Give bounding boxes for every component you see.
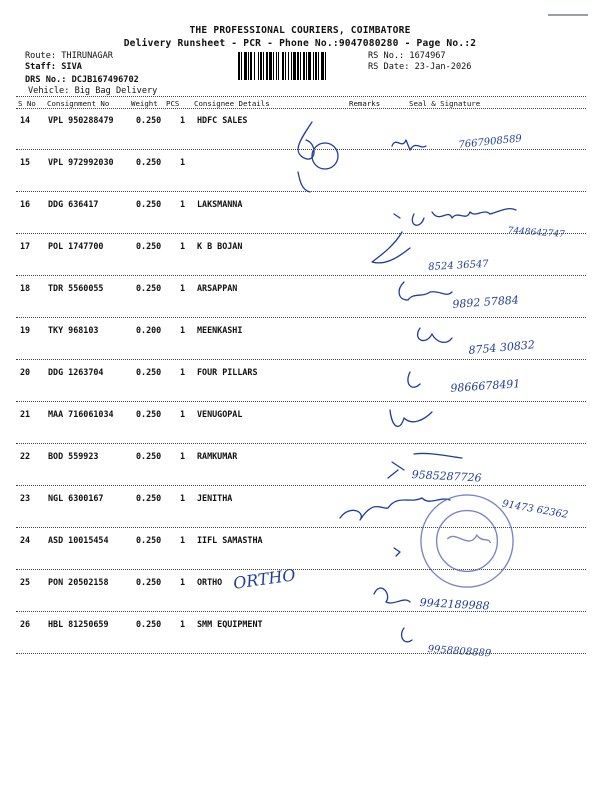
row-sno: 24 (20, 535, 31, 545)
row-separator (16, 317, 586, 318)
col-consignee: Consignee Details (194, 99, 270, 108)
barcode-bar (313, 52, 314, 80)
row-separator (16, 611, 586, 612)
row-consignee: IIFL SAMASTHA (197, 535, 263, 545)
row-weight: 0.250 (136, 283, 162, 293)
handwritten-row15-phone: 7667908589 (458, 133, 523, 151)
row25-signature (374, 588, 410, 603)
row16-signature-lower (372, 232, 410, 263)
barcode-bar (291, 52, 292, 80)
barcode-bar (260, 52, 262, 80)
handwritten-row19-phone: 8754 30832 (468, 338, 536, 357)
row-separator (16, 191, 586, 192)
row-sno: 17 (20, 241, 31, 251)
row-consignee: LAKSMANNA (197, 199, 243, 209)
barcode-bar (306, 52, 307, 80)
row-separator (16, 275, 586, 276)
row-weight: 0.250 (136, 535, 162, 545)
header-rule-top (16, 96, 586, 97)
barcode-bar (263, 52, 264, 80)
handwritten-row25-phone: 9942189988 (419, 596, 490, 613)
row-weight: 0.250 (136, 619, 162, 629)
handwritten-row16-phone: 7448642747 (507, 226, 566, 240)
rs-date: RS Date: 23-Jan-2026 (368, 62, 472, 72)
row-consignee: HDFC SALES (197, 115, 248, 125)
row14-signature-squiggle (298, 122, 314, 192)
row26-signature (402, 628, 412, 642)
row-consignee: FOUR PILLARS (197, 367, 258, 377)
row-consignment: MAA 716061034 (48, 409, 114, 419)
row-pcs: 1 (180, 409, 186, 419)
row18-signature (399, 282, 452, 300)
row-pcs: 1 (180, 199, 186, 209)
barcode (238, 52, 366, 80)
handwritten-row18-phone: 9892 57884 (452, 293, 520, 311)
row20-signature (408, 372, 420, 387)
row21-signature (390, 410, 432, 426)
barcode-bar (238, 52, 240, 80)
row-pcs: 1 (180, 241, 186, 251)
row16-signature (394, 209, 516, 226)
row-sno: 23 (20, 493, 31, 503)
row-consignee: JENITHA (197, 493, 233, 503)
row19-signature (418, 328, 452, 342)
barcode-bar (254, 52, 255, 80)
barcode-bar (325, 52, 326, 80)
handwritten-row20-phone: 9866678491 (450, 377, 521, 395)
row-weight: 0.250 (136, 241, 162, 251)
header-rule-bottom (16, 108, 586, 109)
row14-circled-two (312, 143, 338, 169)
row-consignment: DDG 1263704 (48, 367, 104, 377)
barcode-bar (315, 52, 317, 80)
row-separator (16, 443, 586, 444)
row-consignment: POL 1747700 (48, 241, 104, 251)
company-title: THE PROFESSIONAL COURIERS, COIMBATORE (189, 25, 411, 36)
barcode-bar (282, 52, 284, 80)
row-sno: 15 (20, 157, 31, 167)
row-pcs: 1 (180, 157, 186, 167)
row-separator (16, 401, 586, 402)
barcode-bar (318, 52, 319, 80)
row-sno: 20 (20, 367, 31, 377)
barcode-bar (300, 52, 301, 80)
route-label: Route: THIRUNAGAR (25, 51, 113, 61)
col-remarks: Remarks (349, 99, 381, 108)
row-consignment: BOD 559923 (48, 451, 99, 461)
rs-number: RS No.: 1674967 (368, 51, 446, 61)
handwritten-row23-phone: 91473 62362 (501, 498, 569, 521)
barcode-bar (308, 52, 311, 80)
row-weight: 0.250 (136, 493, 162, 503)
col-consignment: Consignment No (47, 99, 110, 108)
row-pcs: 1 (180, 367, 186, 377)
row-sno: 14 (20, 115, 31, 125)
row-sno: 18 (20, 283, 31, 293)
row-consignment: VPL 972992030 (48, 157, 114, 167)
row-pcs: 1 (180, 535, 186, 545)
row-consignment: DDG 636417 (48, 199, 99, 209)
row-consignee: ARSAPPAN (197, 283, 238, 293)
col-weight: Weight (131, 99, 158, 108)
row-weight: 0.250 (136, 409, 162, 419)
handwritten-row25-name: ORTHO (232, 565, 297, 593)
barcode-bar (303, 52, 305, 80)
row-weight: 0.250 (136, 157, 162, 167)
row-pcs: 1 (180, 283, 186, 293)
row-consignment: PON 20502158 (48, 577, 109, 587)
row-consignee: ORTHO (197, 577, 223, 587)
row-separator (16, 149, 586, 150)
col-seal: Seal & Signature (409, 99, 481, 108)
row-consignee: RAMKUMAR (197, 451, 238, 461)
row-sno: 26 (20, 619, 31, 629)
runsheet-subtitle: Delivery Runsheet - PCR - Phone No.:9047080280 - Page No.:2 (123, 38, 477, 49)
barcode-bar (244, 52, 247, 80)
row-consignee: SMM EQUIPMENT (197, 619, 263, 629)
barcode-bar (266, 52, 268, 80)
row-sno: 22 (20, 451, 31, 461)
row-weight: 0.200 (136, 325, 162, 335)
row-weight: 0.250 (136, 199, 162, 209)
row-weight: 0.250 (136, 367, 162, 377)
row-consignment: NGL 6300167 (48, 493, 104, 503)
row-separator (16, 359, 586, 360)
scan-mark (548, 14, 588, 16)
barcode-bar (278, 52, 279, 80)
barcode-bar (285, 52, 286, 80)
barcode-bar (276, 52, 277, 80)
barcode-bar (269, 52, 272, 80)
barcode-bar (321, 52, 324, 80)
row-pcs: 1 (180, 619, 186, 629)
barcode-bar (288, 52, 289, 80)
barcode-bar (293, 52, 296, 80)
barcode-bar (297, 52, 299, 80)
staff-label: Staff: SIVA (25, 62, 82, 72)
row-consignee: K B BOJAN (197, 241, 243, 251)
barcode-bar (241, 52, 242, 80)
row-consignee: MEENKASHI (197, 325, 243, 335)
row24-tick (394, 548, 400, 556)
row-separator (16, 485, 586, 486)
row-pcs: 1 (180, 325, 186, 335)
row-separator (16, 653, 586, 654)
row-pcs: 1 (180, 577, 186, 587)
row-sno: 16 (20, 199, 31, 209)
handwritten-row26-phone: 9958808889 (427, 644, 492, 660)
handwritten-row22-phone: 9585287726 (411, 468, 482, 485)
row-pcs: 1 (180, 493, 186, 503)
row-consignment: ASD 10015454 (48, 535, 109, 545)
col-sno: S No (18, 99, 36, 108)
vehicle-label: Vehicle: Big Bag Delivery (28, 86, 158, 96)
barcode-bar (258, 52, 259, 80)
row-consignment: TKY 968103 (48, 325, 99, 335)
row-separator (16, 233, 586, 234)
col-pcs: PCS (166, 99, 180, 108)
row-sno: 19 (20, 325, 31, 335)
row-pcs: 1 (180, 115, 186, 125)
drs-number: DRS No.: DCJB167496702 (25, 75, 139, 85)
handwritten-row17-phone: 8524 36547 (428, 258, 489, 273)
barcode-bar (248, 52, 249, 80)
row-consignment: HBL 81250659 (48, 619, 109, 629)
row-pcs: 1 (180, 451, 186, 461)
row-sno: 21 (20, 409, 31, 419)
barcode-bar (250, 52, 252, 80)
row-consignment: VPL 950288479 (48, 115, 114, 125)
row-weight: 0.250 (136, 115, 162, 125)
row-consignee: VENUGOPAL (197, 409, 243, 419)
row-weight: 0.250 (136, 451, 162, 461)
barcode-bar (273, 52, 274, 80)
row-weight: 0.250 (136, 577, 162, 587)
row-sno: 25 (20, 577, 31, 587)
row-consignment: TDR 5560055 (48, 283, 104, 293)
